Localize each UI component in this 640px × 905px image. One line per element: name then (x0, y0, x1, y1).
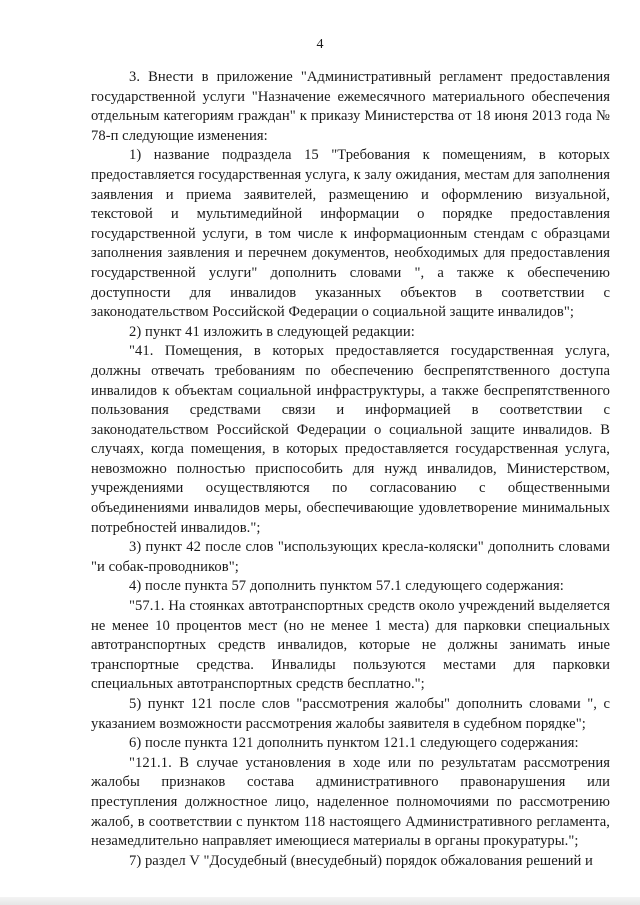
subitem-6-point-121-1: 6) после пункта 121 дополнить пунктом 121.1 следующего содержания: (129, 735, 579, 752)
paragraph-item-3: 3. Внести в приложение "Административный регламент предоставления государственной услуги "Назначение ежемесячного материального обеспечения отдельным категориям граждан" к приказу Министерства от 18 июня 2013 года № 78-п следующие изменения: (91, 69, 610, 144)
subitem-5-point-121: 5) пункт 121 после слов "рассмотрения жалобы" дополнить словами ", с указанием возможности рассмотрения жалобы заявителя в судебном порядке"; (91, 696, 610, 732)
quoted-point-41: "41. Помещения, в которых предоставляется государственная услуга, должны отвечать требованиям по обеспечению беспрепятственного доступа инвалидов к объектам социальной инфраструктуры, а также беспрепятственного пользования средствами связи и информацией в соответствии с законодательством Российской Федерации о социальной защите инвалидов. В случаях, когда помещения, в которых предоставляется государственная услуга, невозможно полностью приспособить для нужд инвалидов, Министерством, учреждениями осуществляются по согласованию с общественными объединениями инвалидов меры, обеспечивающие удовлетворение минимальных потребностей инвалидов."; (91, 343, 610, 536)
subitem-2-point-41: 2) пункт 41 изложить в следующей редакции: (129, 323, 415, 340)
quoted-point-57-1: "57.1. На стоянках автотранспортных средств около учреждений выделяется не менее 10 процентов мест (но не менее 1 места) для парковки специальных автотранспортных средств инвалидов, которые не должны занимать иные транспортные средства. Инвалиды пользуются местами для парковки специальных автотранспортных средств бесплатно."; (91, 598, 610, 693)
page-number: 4 (316, 37, 324, 52)
subitem-1-rename-subsection-15: 1) название подраздела 15 "Требования к помещениям, в которых предоставляется государственная услуга, к залу ожидания, местам для заполнения заявления и приема заявителей, размещению и оформлению визуальной, текстовой и мультимедийной информации о порядке предоставления государственной услуги, в том числе к информационным стендам с образцами заполнения заявления и перечнем документов, необходимых для предоставления государственной услуги" дополнить словами ", а также к обеспечению доступности для инвалидов указанных объектов в соответствии с законодательством Российской Федерации о социальной защите инвалидов"; (91, 147, 610, 321)
quoted-point-121-1: "121.1. В случае установления в ходе или по результатам рассмотрения жалобы признаков состава административного правонарушения или преступления должностное лицо, наделенное полномочиями по рассмотрению жалоб, в соответствии с пунктом 118 настоящего Административного регламента, незамедлительно направляет имеющиеся материалы в органы прокуратуры."; (91, 754, 610, 850)
subitem-3-point-42: 3) пункт 42 после слов "использующих кресла-коляски" дополнить словами "и собак-проводников"; (91, 539, 610, 575)
page-bottom-edge (0, 897, 640, 905)
subitem-7-section-v: 7) раздел V "Досудебный (внесудебный) порядок обжалования решений и (129, 852, 593, 869)
subitem-4-point-57-1: 4) после пункта 57 дополнить пунктом 57.1 следующего содержания: (129, 578, 564, 595)
document-body (91, 68, 610, 871)
